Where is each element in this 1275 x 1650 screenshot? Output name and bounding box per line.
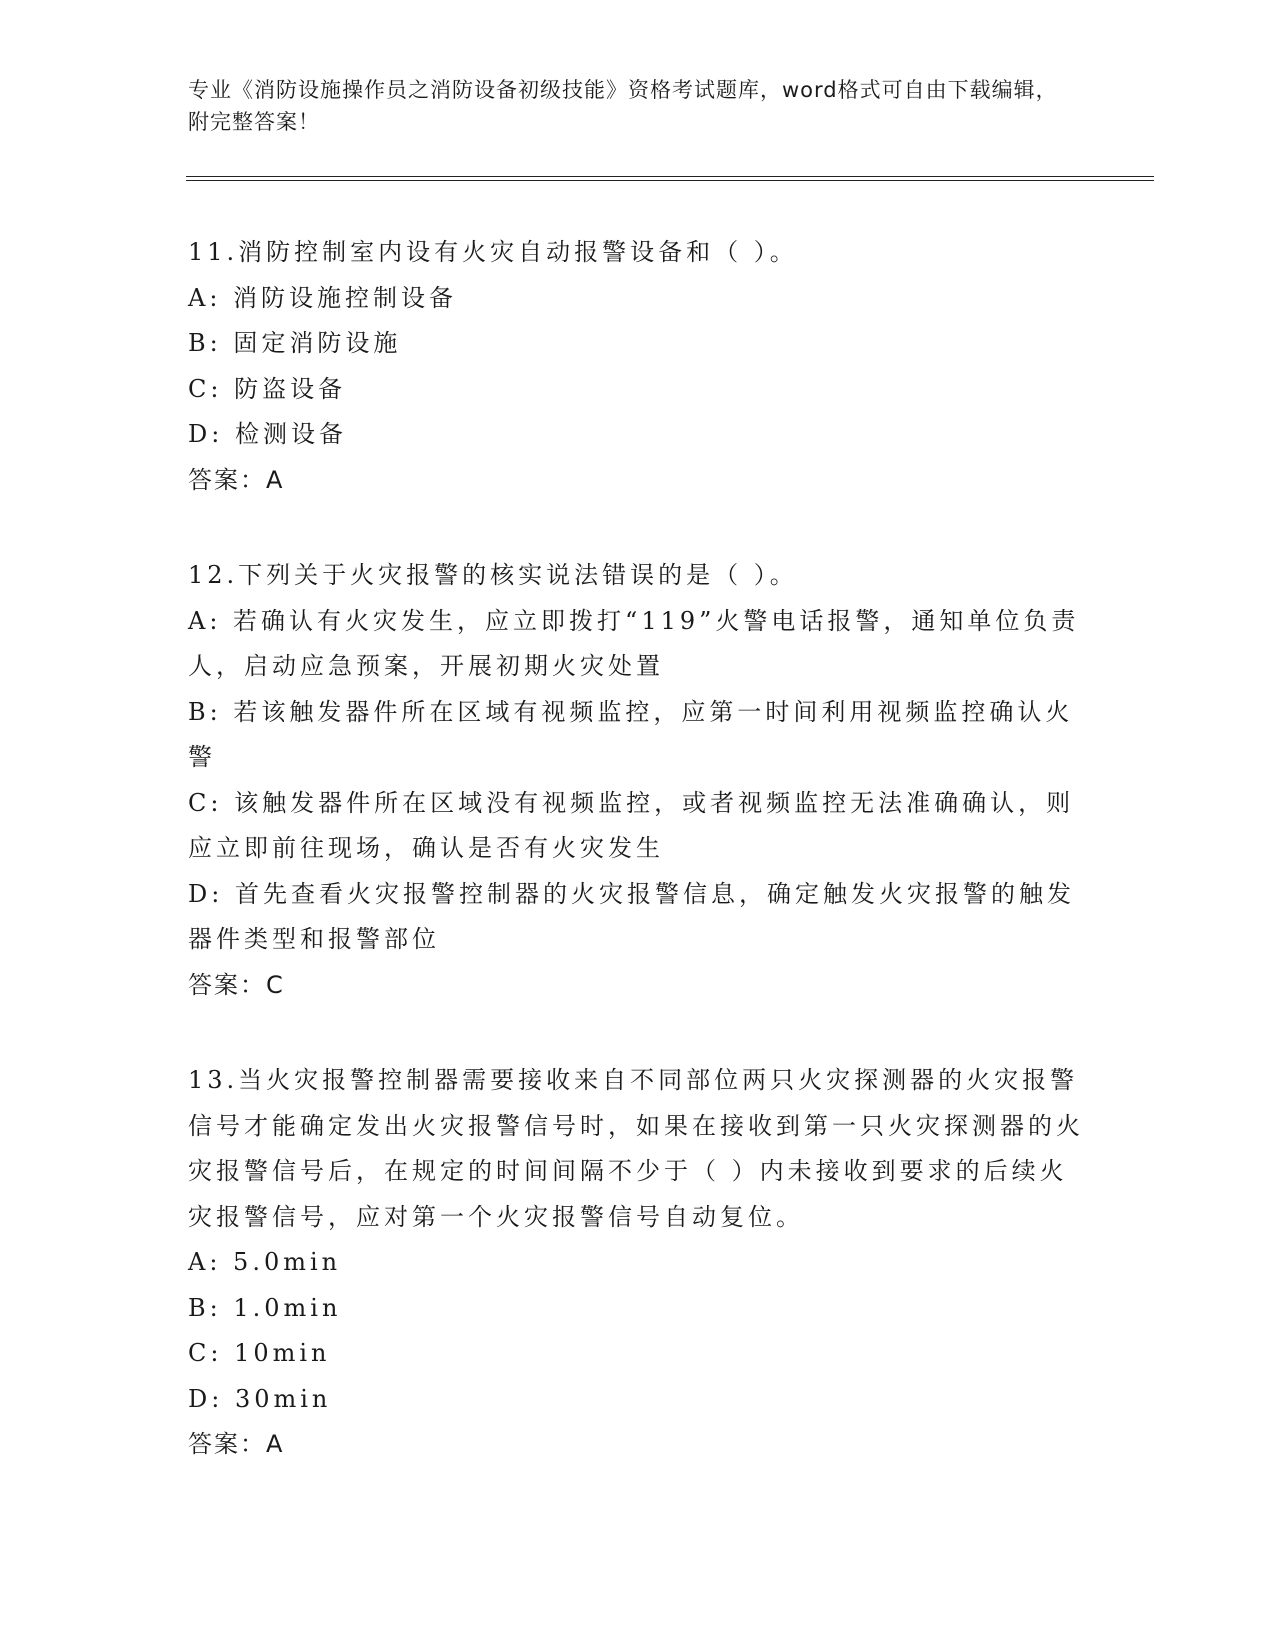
- question-13: [188, 1058, 1088, 1468]
- option-c: C: 10min: [188, 1339, 331, 1367]
- question-stem: 12.下列关于火灾报警的核实说法错误的是（ ）。: [188, 561, 798, 589]
- question-11: [188, 230, 1088, 503]
- option-d: D: 首先查看火灾报警控制器的火灾报警信息，确定触发火灾报警的触发器件类型和报警部位: [188, 879, 1075, 953]
- question-12: [188, 553, 1088, 1008]
- question-stem: 13.当火灾报警控制器需要接收来自不同部位两只火灾探测器的火灾报警信号才能确定发出火灾报警信号时，如果在接收到第一只火灾探测器的火灾报警信号后，在规定的时间间隔不少于（ ）内未接收到要求的后续火灾报警信号，应对第一个火灾报警信号自动复位。: [188, 1066, 1084, 1231]
- answer-line: 答案：C: [188, 970, 285, 999]
- header-divider: [186, 176, 1154, 181]
- answer-line: 答案：A: [188, 1430, 285, 1458]
- option-b: B: 固定消防设施: [188, 329, 402, 357]
- page-header-text: 专业《消防设施操作员之消防设备初级技能》资格考试题库，word格式可自由下载编辑，附完整答案！: [188, 78, 1058, 134]
- option-a: A: 若确认有火灾发生，应立即拨打“119”火警电话报警，通知单位负责人，启动应急预案，开展初期火灾处置: [188, 606, 1080, 680]
- option-d: D: 检测设备: [188, 420, 347, 448]
- option-a: A: 5.0min: [188, 1248, 342, 1276]
- option-a: A: 消防设施控制设备: [188, 283, 458, 312]
- answer-line: 答案：A: [188, 465, 285, 494]
- option-d: D: 30min: [188, 1384, 332, 1413]
- option-b: B: 若该触发器件所在区域有视频监控，应第一时间利用视频监控确认火警: [188, 697, 1074, 771]
- option-c: C: 防盗设备: [188, 374, 347, 403]
- option-c: C: 该触发器件所在区域没有视频监控，或者视频监控无法准确确认，则应立即前往现场，确认是否有火灾发生: [188, 788, 1075, 862]
- question-stem: 11.消防控制室内设有火灾自动报警设备和（ ）。: [188, 238, 798, 266]
- question-list: [188, 230, 1088, 1518]
- option-b: B: 1.0min: [188, 1293, 342, 1322]
